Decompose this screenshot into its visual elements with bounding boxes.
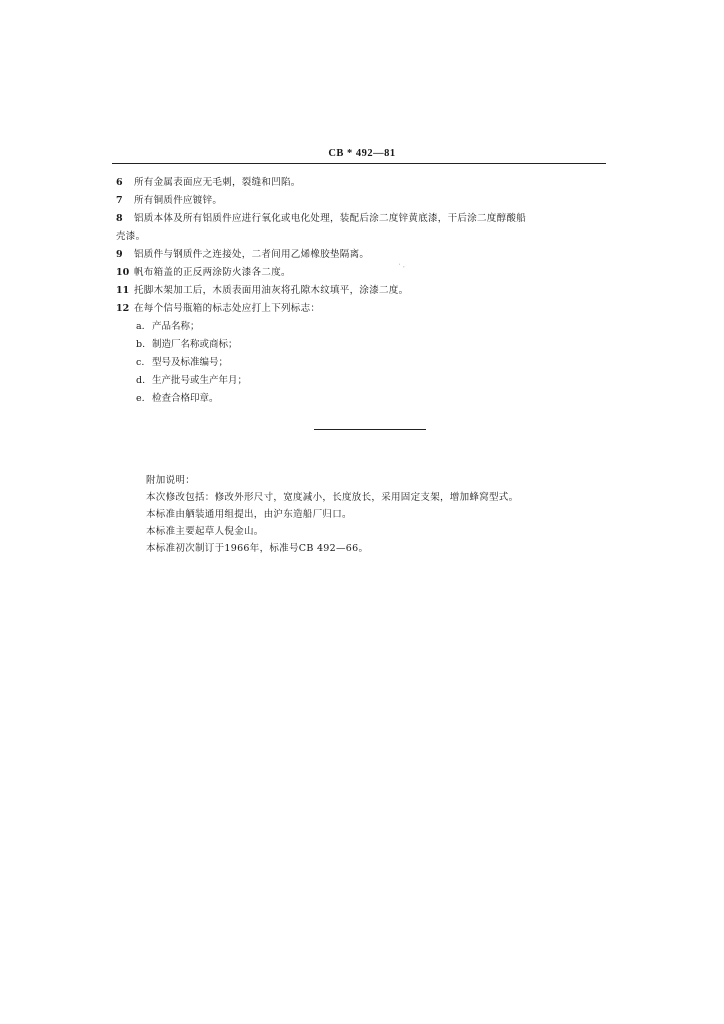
clause-text: 托脚木架加工后，木质表面用油灰将孔隙木纹填平，涂漆二度。 — [134, 285, 409, 296]
clause-7 — [116, 192, 606, 210]
header-rule — [112, 163, 606, 164]
clause-text: 所有铜质件应镀锌。 — [134, 195, 223, 206]
sub-item-d — [116, 372, 606, 390]
end-of-text-rule — [314, 429, 426, 430]
sub-item-text: 产品名称； — [152, 321, 200, 332]
notes-title: 附加说明： — [146, 475, 196, 486]
scan-speck: ˙ ‧ — [398, 264, 405, 271]
clause-text: 铝质件与钢质件之连接处，二者间用乙烯橡胶垫隔离。 — [134, 249, 370, 260]
clause-list — [116, 174, 606, 408]
sub-item-a — [116, 318, 606, 336]
sub-item-e — [116, 390, 606, 408]
clause-number: 12 — [116, 303, 130, 314]
clause-text: 在每个信号瓶箱的标志处应打上下列标志： — [134, 303, 321, 314]
notes-line: 本次修改包括：修改外形尺寸，宽度减小，长度放长，采用固定支架，增加蜂窝型式。 — [146, 492, 519, 503]
notes-line: 本标准主要起草人倪金山。 — [146, 526, 264, 537]
additional-notes — [146, 472, 606, 557]
clause-number: 8 — [116, 213, 123, 224]
sub-item-text: 生产批号或生产年月； — [152, 375, 248, 386]
notes-line: 本标准由舾装通用组提出，由沪东造船厂归口。 — [146, 509, 352, 520]
clause-number: 7 — [116, 195, 123, 206]
sub-item-letter: a. — [136, 321, 145, 332]
clause-8 — [116, 210, 606, 228]
clause-number: 10 — [116, 267, 130, 278]
sub-item-letter: e. — [136, 393, 145, 404]
sub-item-b — [116, 336, 606, 354]
notes-line: 本标准初次制订于1966年，标准号CB 492—66。 — [146, 543, 369, 554]
clause-11 — [116, 282, 606, 300]
sub-item-letter: d. — [136, 375, 146, 386]
clause-text: 帆布箱盖的正反两涂防火漆各二度。 — [134, 267, 291, 278]
sub-item-c — [116, 354, 606, 372]
sub-item-text: 检查合格印章。 — [152, 393, 219, 404]
sub-item-letter: b. — [136, 339, 146, 350]
clause-number: 6 — [116, 177, 123, 188]
clause-text: 所有金属表面应无毛刺，裂缝和凹陷。 — [134, 177, 301, 188]
clause-6 — [116, 174, 606, 192]
clause-text: 铝质本体及所有铝质件应进行氧化或电化处理，装配后涂二度锌黄底漆，干后涂二度醇酸船 — [134, 213, 527, 224]
clause-10 — [116, 264, 606, 282]
clause-9 — [116, 246, 606, 264]
clause-number: 9 — [116, 249, 123, 260]
standard-code-header: CB * 492—81 — [328, 148, 396, 159]
clause-8-continuation: 壳漆。 — [116, 231, 146, 242]
sub-item-letter: c. — [136, 357, 145, 368]
clause-12 — [116, 300, 606, 318]
sub-item-text: 制造厂名称或商标； — [152, 339, 238, 350]
clause-number: 11 — [116, 285, 130, 296]
sub-item-text: 型号及标准编号； — [152, 357, 229, 368]
